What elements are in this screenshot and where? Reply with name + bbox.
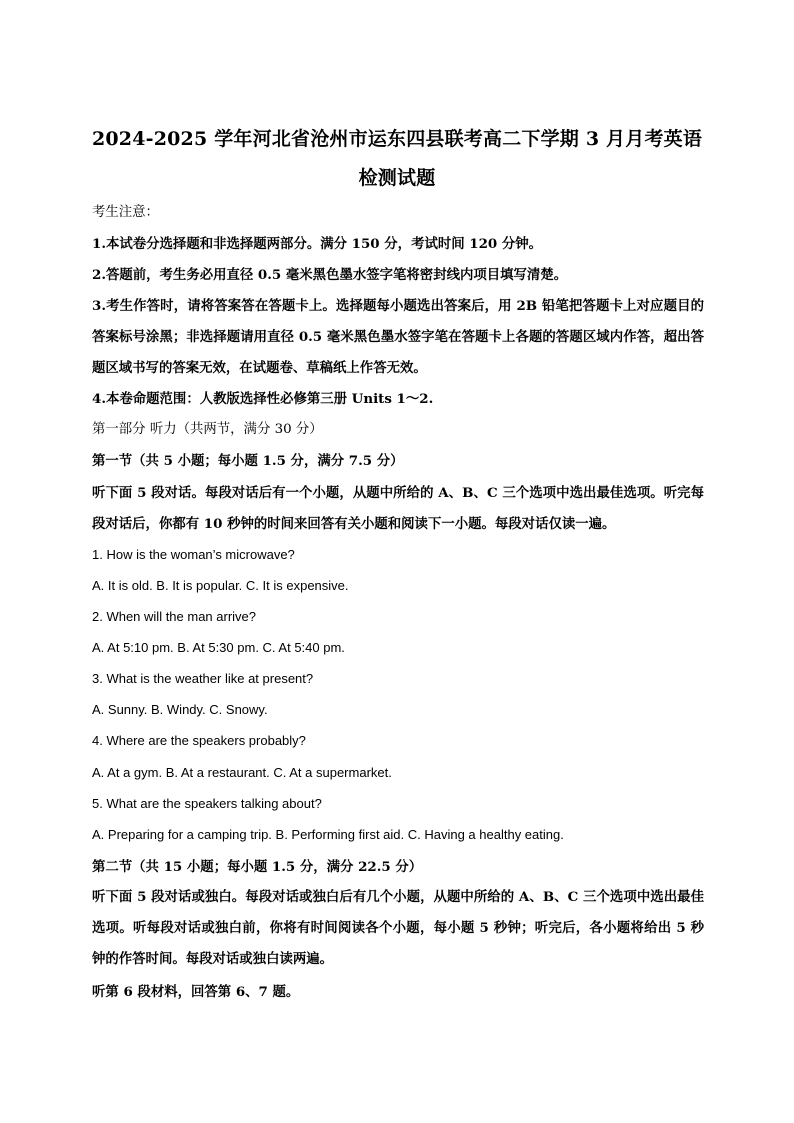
notice-item-4: 4.本卷命题范围：人教版选择性必修第三册 Units 1～2. xyxy=(92,391,434,407)
question-4-options: A. At a gym. B. At a restaurant. C. At a supermarket. xyxy=(92,765,392,780)
material-6-note: 听第 6 段材料，回答第 6、7 题。 xyxy=(92,984,300,1000)
exam-title-line-1: 2024-2025 学年河北省沧州市运东四县联考高二下学期 3 月月考英语 xyxy=(91,128,703,150)
section2-instructions: 听下面 5 段对话或独白。每段对话或独白后有几个小题，从题中所给的 A、B、C 三个选项中选出最佳选项。听每段对话或独白前，你将有时间阅读各个小题，每小题 5 秒钟；听完后，各小题将给出 5 秒钟的作答时间。每段对话或独白读两遍。 xyxy=(92,889,704,967)
question-5: 5. What are the speakers talking about? xyxy=(92,796,322,811)
section1-heading: 第一节（共 5 小题；每小题 1.5 分，满分 7.5 分） xyxy=(92,453,404,469)
question-4: 4. Where are the speakers probably? xyxy=(92,733,306,748)
question-1: 1. How is the woman’s microwave? xyxy=(92,547,295,562)
question-5-options: A. Preparing for a camping trip. B. Performing first aid. C. Having a healthy eating. xyxy=(92,827,564,842)
question-2: 2. When will the man arrive? xyxy=(92,609,257,624)
notice-item-1: 1.本试卷分选择题和非选择题两部分。满分 150 分，考试时间 120 分钟。 xyxy=(92,236,543,252)
notice-item-2: 2.答题前，考生务必用直径 0.5 毫米黑色墨水签字笔将密封线内项目填写清楚。 xyxy=(92,267,568,283)
notice-item-3: 3.考生作答时，请将答案答在答题卡上。选择题每小题选出答案后，用 2B 铅笔把答题卡上对应题目的答案标号涂黑；非选择题请用直径 0.5 毫米黑色墨水签字笔在答题卡上各题的答题区域内作答，超出答题区域书写的答案无效，在试题卷、草稿纸上作答无效。 xyxy=(92,298,704,376)
part1-heading: 第一部分 听力（共两节，满分 30 分） xyxy=(92,422,323,437)
section1-instructions: 听下面 5 段对话。每段对话后有一个小题，从题中所给的 A、B、C 三个选项中选出最佳选项。听完每段对话后，你都有 10 秒钟的时间来回答有关小题和阅读下一小题。每段对话仅读一遍。 xyxy=(92,485,704,532)
notice-heading: 考生注意： xyxy=(92,205,159,220)
question-1-options: A. It is old. B. It is popular. C. It is expensive. xyxy=(92,578,349,593)
question-2-options: A. At 5:10 pm. B. At 5:30 pm. C. At 5:40 pm. xyxy=(92,640,345,655)
exam-title-line-2: 检测试题 xyxy=(358,167,436,189)
question-3: 3. What is the weather like at present? xyxy=(92,671,314,686)
section2-heading: 第二节（共 15 小题；每小题 1.5 分，满分 22.5 分） xyxy=(92,859,423,875)
question-3-options: A. Sunny. B. Windy. C. Snowy. xyxy=(92,702,268,717)
